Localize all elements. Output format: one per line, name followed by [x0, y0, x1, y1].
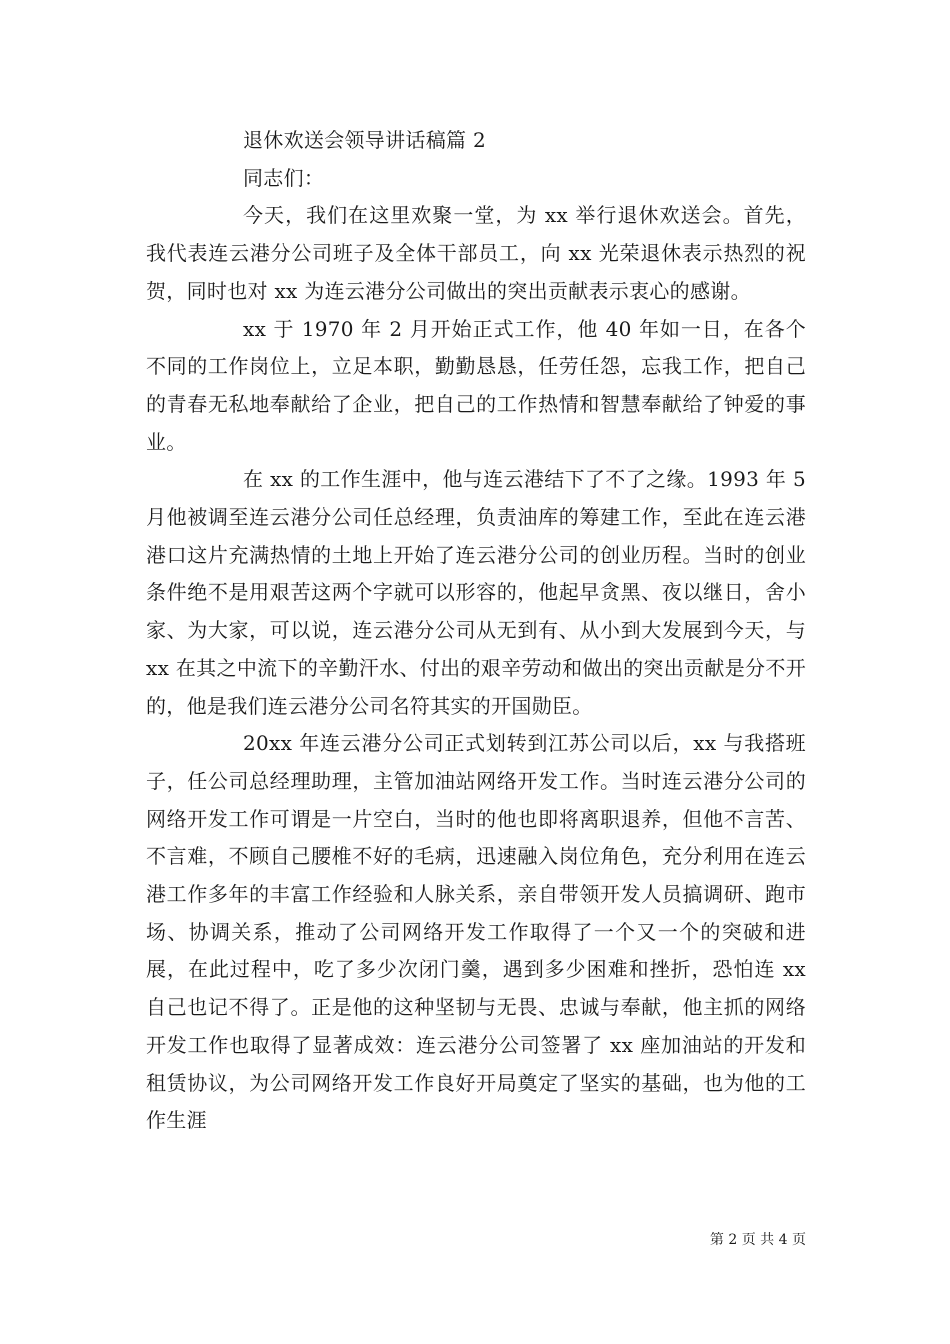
greeting: 同志们：	[243, 165, 325, 190]
document-title: 退休欢送会领导讲话稿篇 2	[243, 128, 486, 152]
paragraph: 在 xx 的工作生涯中，他与连云港结下了不了之缘。1993 年 5 月他被调至连云港分公司任总经理，负责油库的筹建工作，至此在连云港港口这片充满热情的土地上开始了连云港分公司的创业历程。当时的创业条件绝不是用艰苦这两个字就可以形容的，他起早贪黑、夜以继日，舍小家、为大家，可以说，连云港分公司从无到有、从小到大发展到今天，与 xx 在其之中流下的辛勤汗水、付出的艰辛劳动和做出的突出贡献是分不开的，他是我们连云港分公司名符其实的开国勋臣。	[146, 467, 806, 718]
paragraph: 20xx 年连云港分公司正式划转到江苏公司以后，xx 与我搭班子，任公司总经理助理，主管加油站网络开发工作。当时连云港分公司的网络开发工作可谓是一片空白，当时的他也即将离职退养，但他不言苦、不言难，不顾自己腰椎不好的毛病，迅速融入岗位角色，充分利用在连云港工作多年的丰富工作经验和人脉关系，亲自带领开发人员搞调研、跑市场、协调关系，推动了公司网络开发工作取得了一个又一个的突破和进展，在此过程中，吃了多少次闭门羹，遇到多少困难和挫折，恐怕连 xx 自己也记不得了。正是他的这种坚韧与无畏、忠诚与奉献，他主抓的网络开发工作也取得了显著成效：连云港分公司签署了 xx 座加油站的开发和租赁协议，为公司网络开发工作良好开局奠定了坚实的基础，也为他的工作生涯	[146, 731, 806, 1133]
page-number-footer: 第 2 页 共 4 页	[709, 1232, 806, 1248]
document-body	[146, 122, 806, 1140]
paragraph: xx 于 1970 年 2 月开始正式工作，他 40 年如一日，在各个不同的工作岗位上，立足本职，勤勤恳恳，任劳任怨，忘我工作，把自己的青春无私地奉献给了企业，把自己的工作热情和智慧奉献给了钟爱的事业。	[146, 316, 806, 454]
paragraph: 今天，我们在这里欢聚一堂，为 xx 举行退休欢送会。首先，我代表连云港分公司班子及全体干部员工，向 xx 光荣退休表示热烈的祝贺，同时也对 xx 为连云港分公司做出的突出贡献表示衷心的感谢。	[146, 203, 806, 303]
